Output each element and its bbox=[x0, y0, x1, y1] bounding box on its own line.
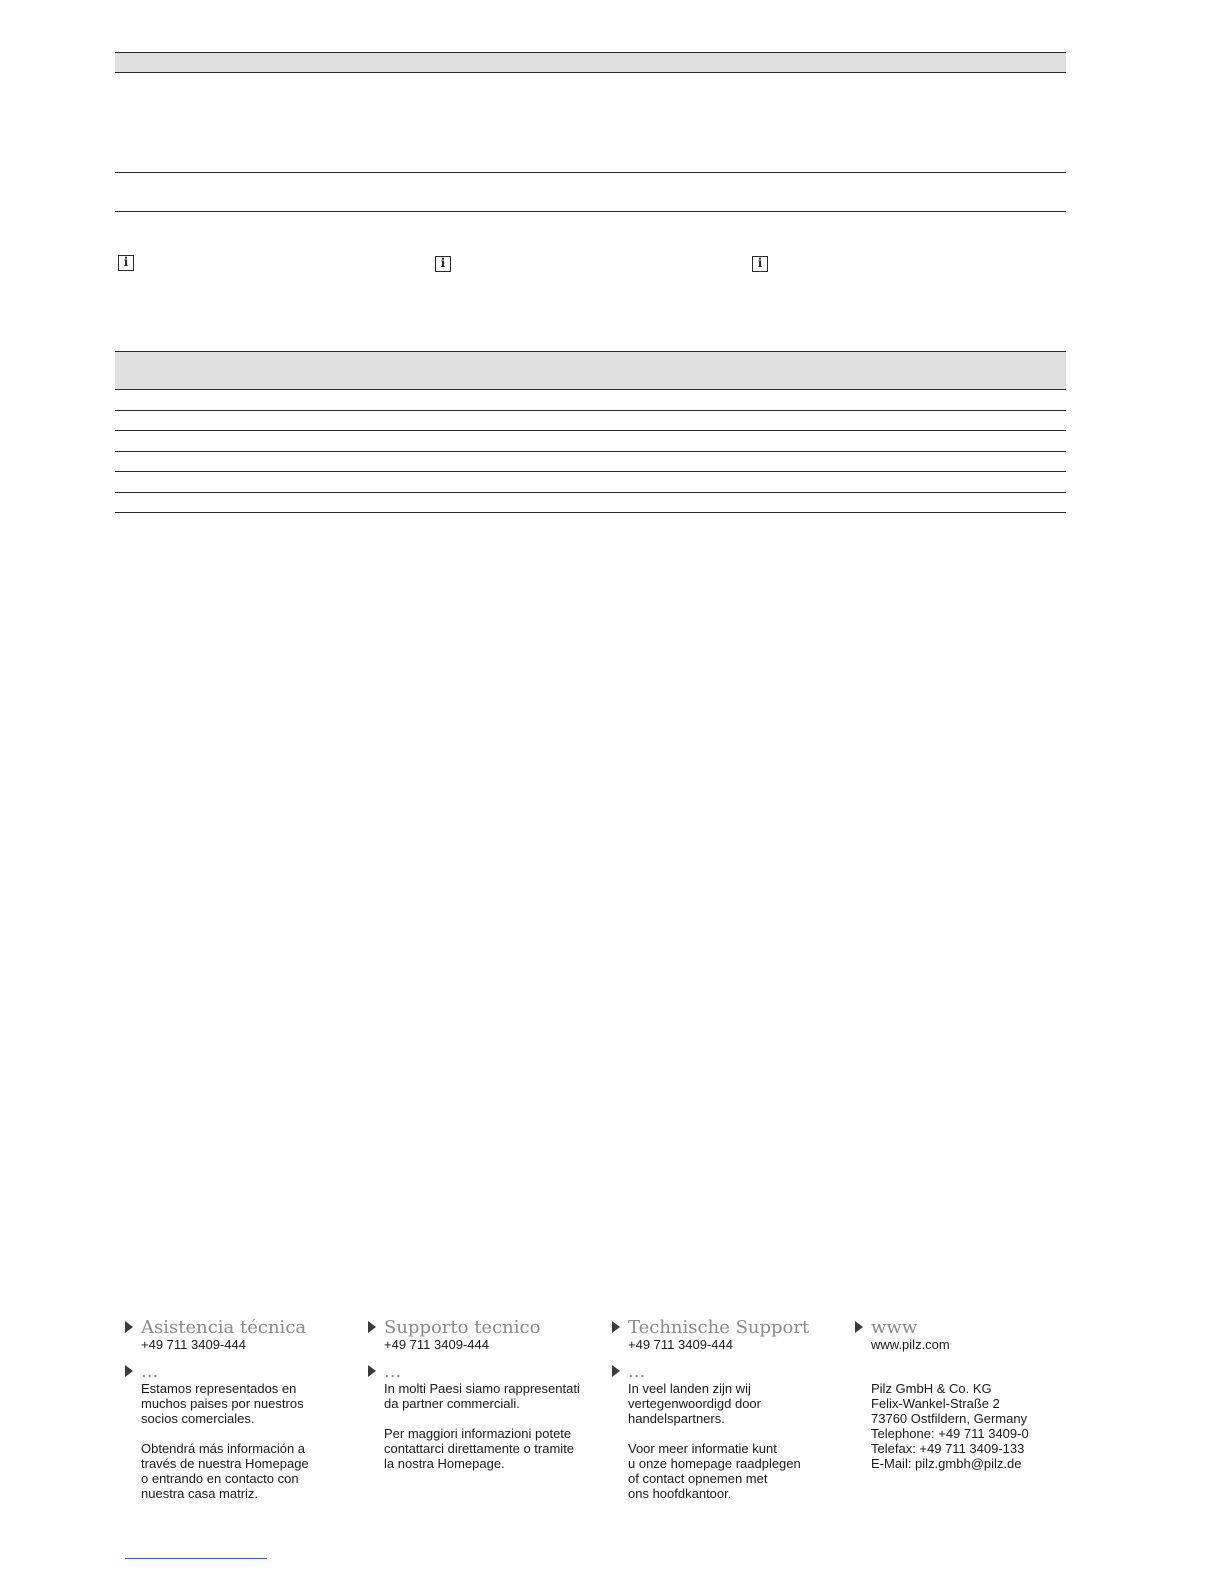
representation-text: In molti Paesi siamo rappresentati da partner commerciali. bbox=[384, 1381, 580, 1411]
arrow-right-icon bbox=[368, 1365, 376, 1377]
info-icon: i bbox=[118, 255, 134, 271]
table-header-rule bbox=[115, 72, 1066, 73]
arrow-right-icon bbox=[612, 1321, 620, 1333]
arrow-right-icon bbox=[125, 1321, 133, 1333]
support-heading: Technische Support bbox=[628, 1317, 810, 1338]
table-row-rule bbox=[115, 430, 1066, 431]
table-row-rule bbox=[115, 471, 1066, 472]
support-heading: Supporto tecnico bbox=[384, 1317, 541, 1338]
table-header-band bbox=[115, 352, 1066, 389]
arrow-right-icon bbox=[855, 1321, 863, 1333]
info-icon: i bbox=[752, 256, 768, 272]
footer-rule bbox=[125, 1558, 267, 1559]
info-icon: i bbox=[435, 256, 451, 272]
support-heading: Asistencia técnica bbox=[141, 1317, 307, 1338]
representation-text: In veel landen zijn wij vertegenwoordigd door handelspartners. bbox=[628, 1381, 761, 1426]
arrow-right-icon bbox=[125, 1365, 133, 1377]
arrow-right-icon bbox=[368, 1321, 376, 1333]
table-row-rule bbox=[115, 492, 1066, 493]
website-link[interactable]: www.pilz.com bbox=[871, 1337, 950, 1352]
info-text: Per maggiori informazioni potete contattarci direttamente o tramite la nostra Homepage. bbox=[384, 1426, 575, 1471]
table-header-band bbox=[115, 53, 1066, 72]
company-address: Pilz GmbH & Co. KG Felix-Wankel-Straße 2 73760 Ostfildern, Germany Telephone: +49 711 3409-0 Telefax: +49 711 3409-133 E-Mail: pilz.gmbh@pilz.de bbox=[871, 1381, 1029, 1471]
web-heading: www bbox=[871, 1317, 918, 1338]
representation-text: Estamos representados en muchos paises por nuestros socios comerciales. bbox=[141, 1381, 304, 1426]
more-dots: ... bbox=[384, 1361, 402, 1382]
more-dots: ... bbox=[628, 1361, 646, 1382]
table-row-rule bbox=[115, 451, 1066, 452]
arrow-right-icon bbox=[612, 1365, 620, 1377]
support-phone: +49 711 3409-444 bbox=[141, 1337, 246, 1352]
support-phone: +49 711 3409-444 bbox=[384, 1337, 489, 1352]
more-dots: ... bbox=[141, 1361, 159, 1382]
info-text: Voor meer informatie kunt u onze homepage raadplegen of contact opnemen met ons hoofdkantoor. bbox=[628, 1441, 801, 1501]
table-bottom-rule bbox=[115, 211, 1066, 212]
table-row-rule bbox=[115, 172, 1066, 173]
support-phone: +49 711 3409-444 bbox=[628, 1337, 733, 1352]
table-row-rule bbox=[115, 389, 1066, 390]
table-bottom-rule bbox=[115, 512, 1066, 513]
table-row-rule bbox=[115, 410, 1066, 411]
info-text: Obtendrá más información a través de nuestra Homepage o entrando en contacto con nuestra casa matriz. bbox=[141, 1441, 309, 1501]
